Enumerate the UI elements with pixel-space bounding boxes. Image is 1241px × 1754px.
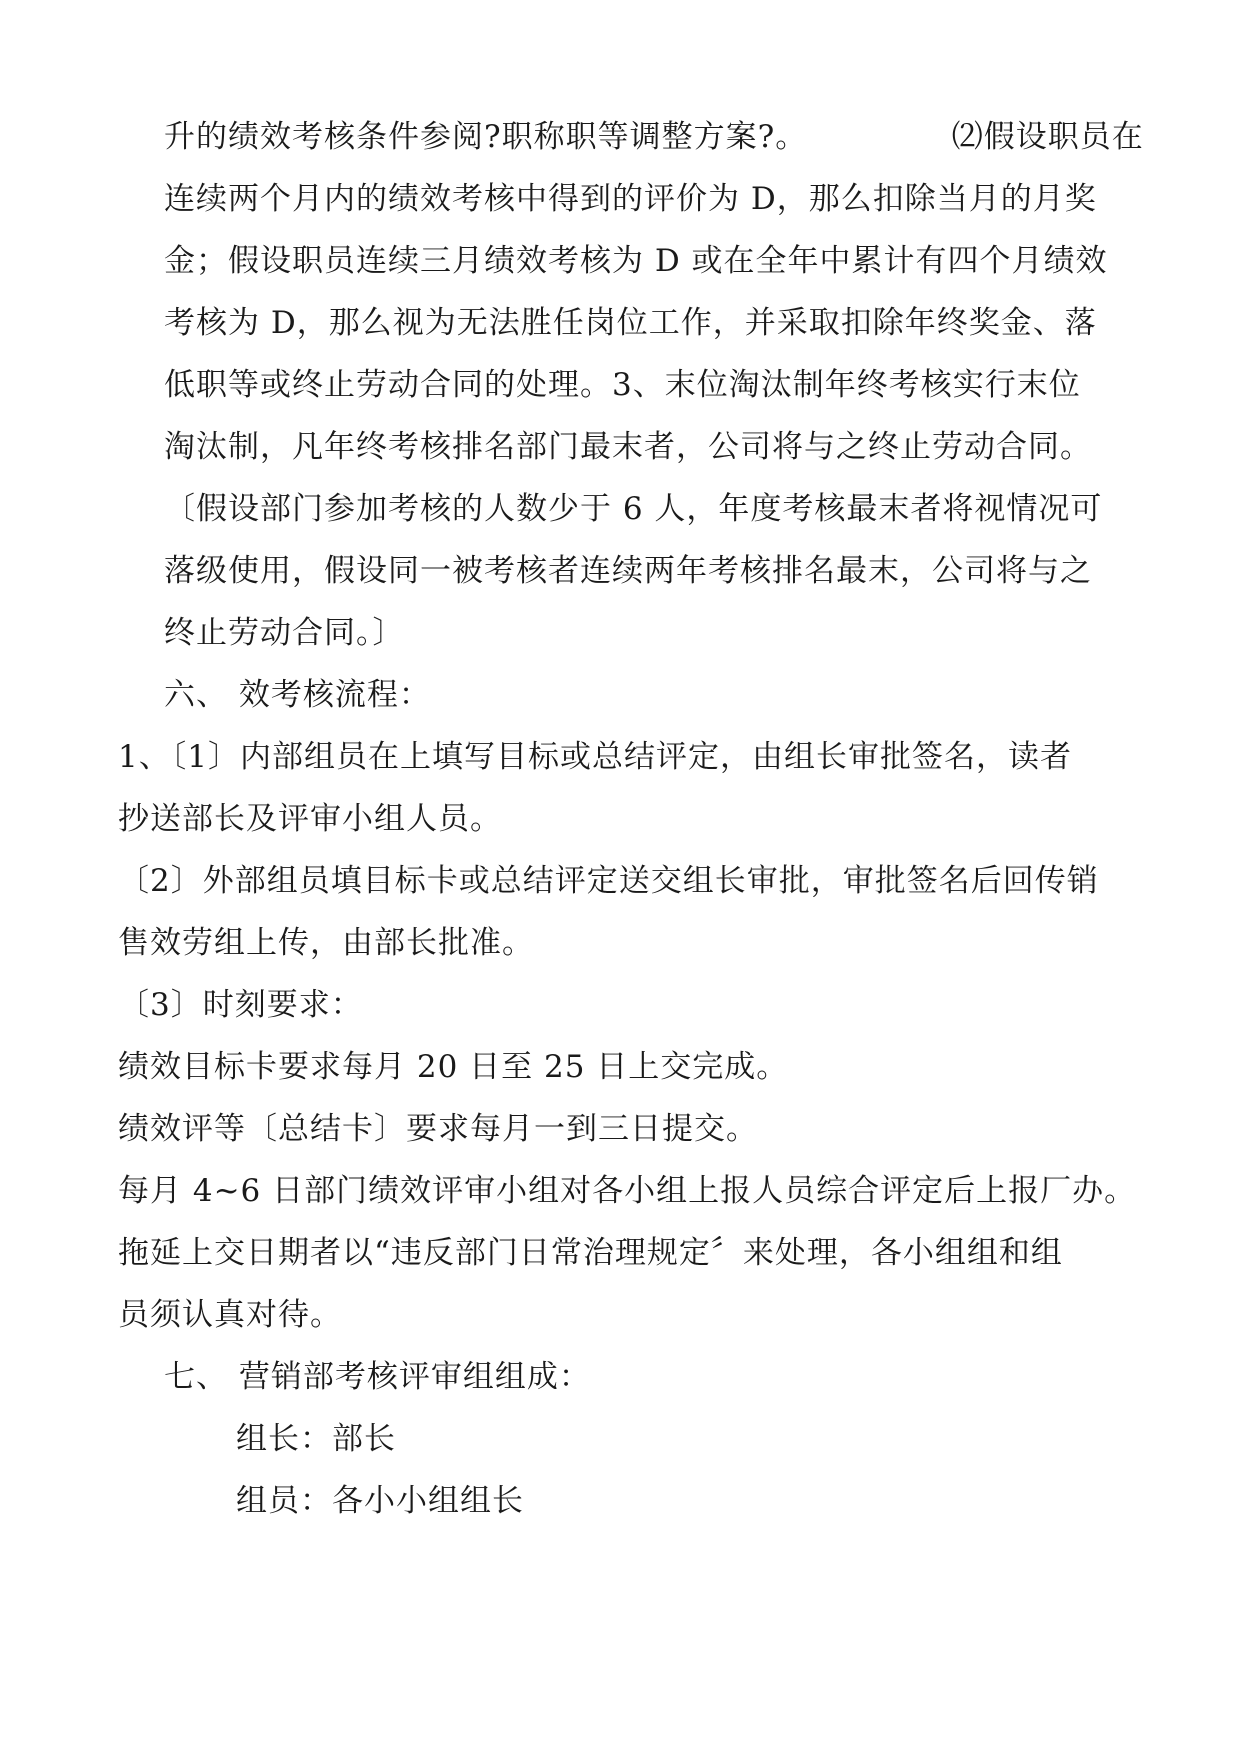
- paragraph-line: 低职等或终止劳动合同的处理。3、末位淘汰制年终考核实行末位: [164, 367, 1081, 403]
- team-members-line: 组员：各小小组组长: [236, 1483, 524, 1519]
- requirement-line: 绩效评等〔总结卡〕要求每月一到三日提交。: [118, 1111, 758, 1147]
- requirement-line: 员须认真对待。: [118, 1297, 342, 1333]
- requirement-line: 绩效目标卡要求每月 20 日至 25 日上交完成。: [118, 1049, 789, 1085]
- paragraph-line: 连续两个月内的绩效考核中得到的评价为 D，那么扣除当月的月奖: [164, 181, 1097, 217]
- paragraph-line: 〔假设部门参加考核的人数少于 6 人，年度考核最末者将视情况可: [164, 491, 1103, 527]
- team-leader-line: 组长：部长: [236, 1421, 396, 1457]
- paragraph-line: 落级使用，假设同一被考核者连续两年考核排名最末，公司将与之: [164, 553, 1092, 589]
- list-item: 抄送部长及评审小组人员。: [118, 801, 502, 837]
- list-item: 售效劳组上传，由部长批准。: [118, 925, 534, 961]
- list-item: 〔3〕时刻要求：: [118, 987, 363, 1023]
- paragraph-line: 终止劳动合同。〕: [164, 615, 405, 651]
- section-7-heading: 七、 营销部考核评审组组成：: [164, 1359, 591, 1395]
- list-item: 〔2〕外部组员填目标卡或总结评定送交组长审批，审批签名后回传销: [118, 863, 1099, 899]
- requirement-line: 拖延上交日期者以“违反部门日常治理规定〞来处理，各小组组和组: [118, 1235, 1063, 1271]
- paragraph-line: 金；假设职员连续三月绩效考核为 D 或在全年中累计有四个月绩效: [164, 243, 1108, 279]
- section-6-heading: 六、 效考核流程：: [164, 677, 431, 713]
- list-item: 1、〔1〕内部组员在上填写目标或总结评定，由组长审批签名，读者: [118, 739, 1072, 775]
- paragraph-line: 升的绩效考核条件参阅?职称职等调整方案?。 ⑵假设职员在: [164, 119, 1144, 155]
- paragraph-line: 考核为 D，那么视为无法胜任岗位工作，并采取扣除年终奖金、落: [164, 305, 1097, 341]
- requirement-line: 每月 4~6 日部门绩效评审小组对各小组上报人员综合评定后上报厂办。: [118, 1173, 1137, 1209]
- paragraph-line: 淘汰制，凡年终考核排名部门最末者，公司将与之终止劳动合同。: [164, 429, 1092, 465]
